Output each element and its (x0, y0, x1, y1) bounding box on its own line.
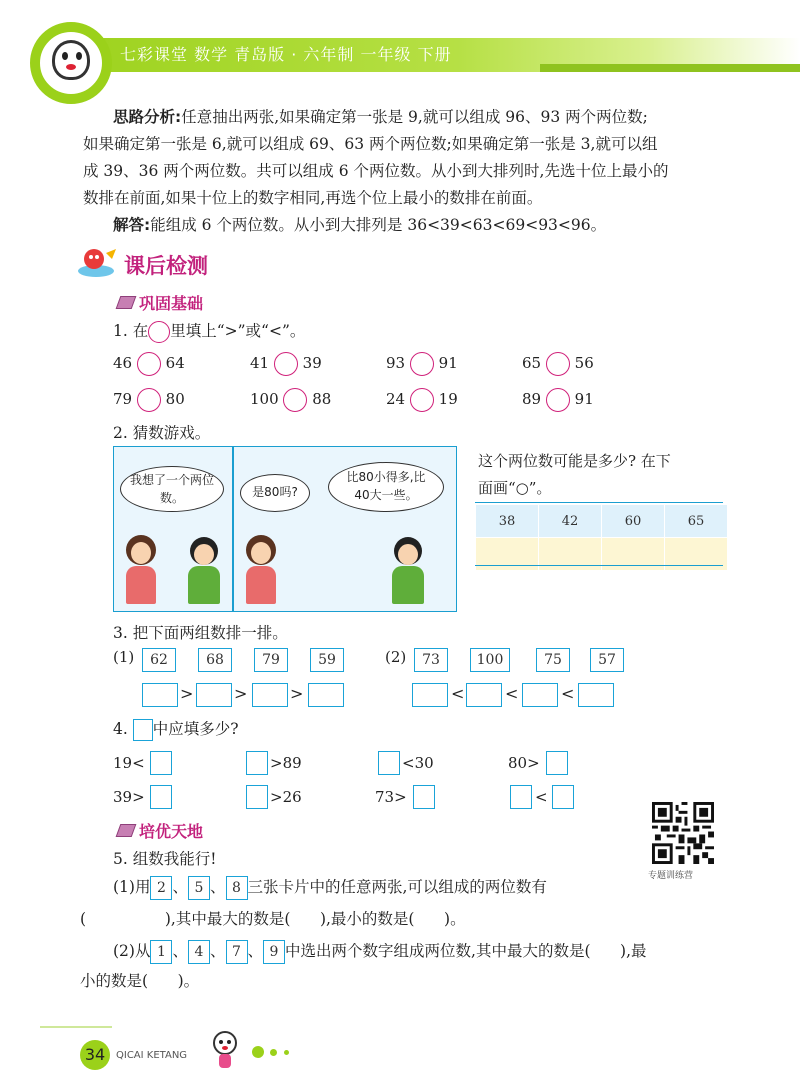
boy-face (398, 544, 418, 565)
footer-line (40, 1026, 112, 1028)
q5-part1-blanks: ( ),其中最大的数是( ),最小的数是( )。 (80, 910, 466, 928)
answer-box[interactable] (142, 683, 178, 707)
answer-cell[interactable] (476, 538, 539, 571)
analysis-label: 思路分析: (113, 108, 182, 126)
number-card: 57 (590, 648, 624, 672)
number-card: 100 (470, 648, 510, 672)
answer-cell[interactable] (539, 538, 602, 571)
compare-item (522, 352, 594, 376)
comic-divider (232, 446, 234, 612)
advanced-title: 培优天地 (139, 822, 204, 841)
qr-code-icon[interactable] (652, 802, 714, 864)
note-icon (116, 824, 137, 837)
gt-sign: > (290, 684, 304, 703)
digit-card: 2 (150, 876, 172, 900)
q3-prompt: 3. 把下面两组数排一排。 (113, 624, 288, 642)
right-number: 91 (574, 390, 594, 408)
answer-box[interactable] (413, 785, 435, 809)
header-accent (540, 64, 800, 72)
q4-text: 19< (113, 754, 145, 772)
q4-text: <30 (402, 754, 434, 772)
q1-prompt (113, 318, 305, 345)
q4-text: < (535, 788, 548, 806)
digit-card: 4 (188, 940, 210, 964)
q5-text: (2)从 (113, 942, 151, 960)
answer-box[interactable] (246, 751, 268, 775)
q2-question-line: 这个两位数可能是多少? 在下 (478, 452, 671, 470)
answer-box[interactable] (252, 683, 288, 707)
q2-question-line: 面画“○”。 (478, 479, 552, 497)
left-number: 100 (250, 390, 279, 408)
q4-text: >26 (270, 788, 302, 806)
digit-card: 8 (226, 876, 248, 900)
mascot-eye (76, 52, 82, 60)
q5-part2-end: 小的数是( )。 (80, 972, 200, 990)
answer-box[interactable] (522, 683, 558, 707)
note-icon (116, 296, 137, 309)
footer-brand: QICAI KETANG (116, 1050, 188, 1061)
right-number: 39 (302, 354, 322, 372)
analysis-line: 任意抽出两张,如果确定第一张是 9,就可以组成 96、93 两个两位数; (181, 108, 648, 126)
gt-sign: > (234, 684, 248, 703)
answer-box[interactable] (378, 751, 400, 775)
answer-box[interactable] (246, 785, 268, 809)
qr-caption: 专题训练营 (648, 871, 694, 881)
q5-text: 中选出两个数字组成两位数,其中最大的数是( ),最 (285, 942, 647, 960)
answer-box[interactable] (308, 683, 344, 707)
lt-sign: < (505, 684, 519, 703)
mascot-icon (52, 40, 90, 80)
compare-item (113, 352, 185, 376)
answer-box[interactable] (552, 785, 574, 809)
separator: 、 (172, 878, 188, 896)
girl-face (251, 542, 271, 564)
boy-body (392, 566, 424, 604)
option-cell: 65 (665, 505, 728, 538)
q1-prompt-b: 里填上“>”或“<”。 (170, 322, 306, 340)
page-number: 34 (84, 1045, 106, 1064)
compare-item (386, 352, 458, 376)
box-symbol (133, 719, 153, 741)
compare-circle[interactable] (137, 352, 161, 376)
digit-card: 9 (263, 940, 285, 964)
q4-prompt-text: 中应填多少? (152, 720, 239, 738)
mascot-icon (208, 1030, 242, 1074)
q4-prompt (113, 716, 239, 743)
left-number: 79 (113, 390, 133, 408)
answer-box[interactable] (466, 683, 502, 707)
compare-item (113, 388, 185, 412)
answer-box[interactable] (578, 683, 614, 707)
q5-part1 (113, 874, 547, 901)
answer-box[interactable] (510, 785, 532, 809)
separator: 、 (247, 942, 264, 960)
analysis-line: 成 39、36 两个两位数。共可以组成 6 个两位数。从小到大排列时,先选十位上最小的 (83, 162, 669, 180)
right-number: 56 (574, 354, 594, 372)
speech-bubble: 比80小得多,比40大一些。 (328, 462, 444, 512)
girl-face (131, 542, 151, 564)
number-card: 79 (254, 648, 288, 672)
q5-prompt: 5. 组数我能行! (113, 850, 217, 868)
option-cell: 60 (602, 505, 665, 538)
mascot-nose (66, 64, 76, 70)
separator: 、 (172, 942, 188, 960)
q5-part2 (113, 938, 647, 965)
number-card: 68 (198, 648, 232, 672)
decor-dot (284, 1050, 289, 1055)
answer-box[interactable] (150, 785, 172, 809)
answer-cell[interactable] (665, 538, 728, 571)
answer-box[interactable] (150, 751, 172, 775)
q2-question (478, 448, 671, 502)
compare-circle[interactable] (274, 352, 298, 376)
number-card: 62 (142, 648, 176, 672)
group1-label: (1) (113, 648, 135, 666)
right-number: 19 (438, 390, 458, 408)
left-number: 46 (113, 354, 133, 372)
q4-text: >89 (270, 754, 302, 772)
analysis-block (83, 104, 733, 239)
left-number: 65 (522, 354, 542, 372)
q2-prompt: 2. 猜数游戏。 (113, 424, 211, 442)
right-number: 80 (165, 390, 185, 408)
number-card: 73 (414, 648, 448, 672)
compare-circle[interactable] (546, 352, 570, 376)
section-title: 课后检测 (124, 254, 208, 278)
speech-bubble: 是80吗? (240, 474, 310, 512)
compare-circle[interactable] (410, 352, 434, 376)
rocket-mascot-icon (76, 245, 118, 279)
q5-text: (1)用 (113, 878, 151, 896)
analysis-line: 数排在前面,如果十位上的数字相同,再选个位上最小的数排在前面。 (83, 189, 543, 207)
guess-table (475, 504, 728, 571)
answer-box[interactable] (546, 751, 568, 775)
left-number: 41 (250, 354, 270, 372)
right-number: 88 (312, 390, 332, 408)
lt-sign: < (561, 684, 575, 703)
mascot-eye (62, 52, 68, 60)
separator: 、 (209, 942, 226, 960)
answer-label: 解答: (113, 216, 151, 234)
digit-card: 7 (226, 940, 248, 964)
basic-title: 巩固基础 (139, 294, 204, 313)
series-title: 七彩课堂 数学 青岛版 · 六年制 一年级 下册 (120, 45, 452, 64)
decor-dot (270, 1049, 277, 1056)
girl-body (126, 566, 156, 604)
compare-item (250, 352, 322, 376)
decor-dot (252, 1046, 264, 1058)
lt-sign: < (451, 684, 465, 703)
separator: 、 (209, 878, 226, 896)
compare-circle[interactable] (283, 388, 307, 412)
group2-label: (2) (385, 648, 407, 666)
compare-item (250, 388, 331, 412)
compare-circle[interactable] (546, 388, 570, 412)
number-card: 75 (536, 648, 570, 672)
compare-item (386, 388, 458, 412)
q1-prompt-a: 1. 在 (113, 322, 149, 340)
option-cell: 38 (476, 505, 539, 538)
answer-box[interactable] (412, 683, 448, 707)
gt-sign: > (180, 684, 194, 703)
compare-circle[interactable] (137, 388, 161, 412)
boy-body (188, 566, 220, 604)
compare-circle[interactable] (410, 388, 434, 412)
answer-box[interactable] (196, 683, 232, 707)
boy-face (194, 544, 214, 565)
digit-card: 1 (150, 940, 172, 964)
circle-symbol (148, 321, 170, 343)
q4-number: 4. (113, 720, 128, 738)
left-number: 24 (386, 390, 406, 408)
option-cell: 42 (539, 505, 602, 538)
q4-text: 73> (375, 788, 407, 806)
digit-card: 5 (188, 876, 210, 900)
compare-item (522, 388, 594, 412)
girl-body (246, 566, 276, 604)
q4-text: 80> (508, 754, 540, 772)
answer-text: 能组成 6 个两位数。从小到大排列是 36<39<63<69<93<96。 (150, 216, 607, 234)
answer-cell[interactable] (602, 538, 665, 571)
right-number: 64 (165, 354, 185, 372)
q5-text: 三张卡片中的任意两张,可以组成的两位数有 (247, 878, 547, 896)
right-number: 91 (438, 354, 458, 372)
left-number: 89 (522, 390, 542, 408)
speech-bubble: 我想了一个两位数。 (120, 466, 224, 512)
number-card: 59 (310, 648, 344, 672)
q4-text: 39> (113, 788, 145, 806)
left-number: 93 (386, 354, 406, 372)
analysis-line: 如果确定第一张是 6,就可以组成 69、63 两个两位数;如果确定第一张是 3,就可以组 (83, 135, 658, 153)
